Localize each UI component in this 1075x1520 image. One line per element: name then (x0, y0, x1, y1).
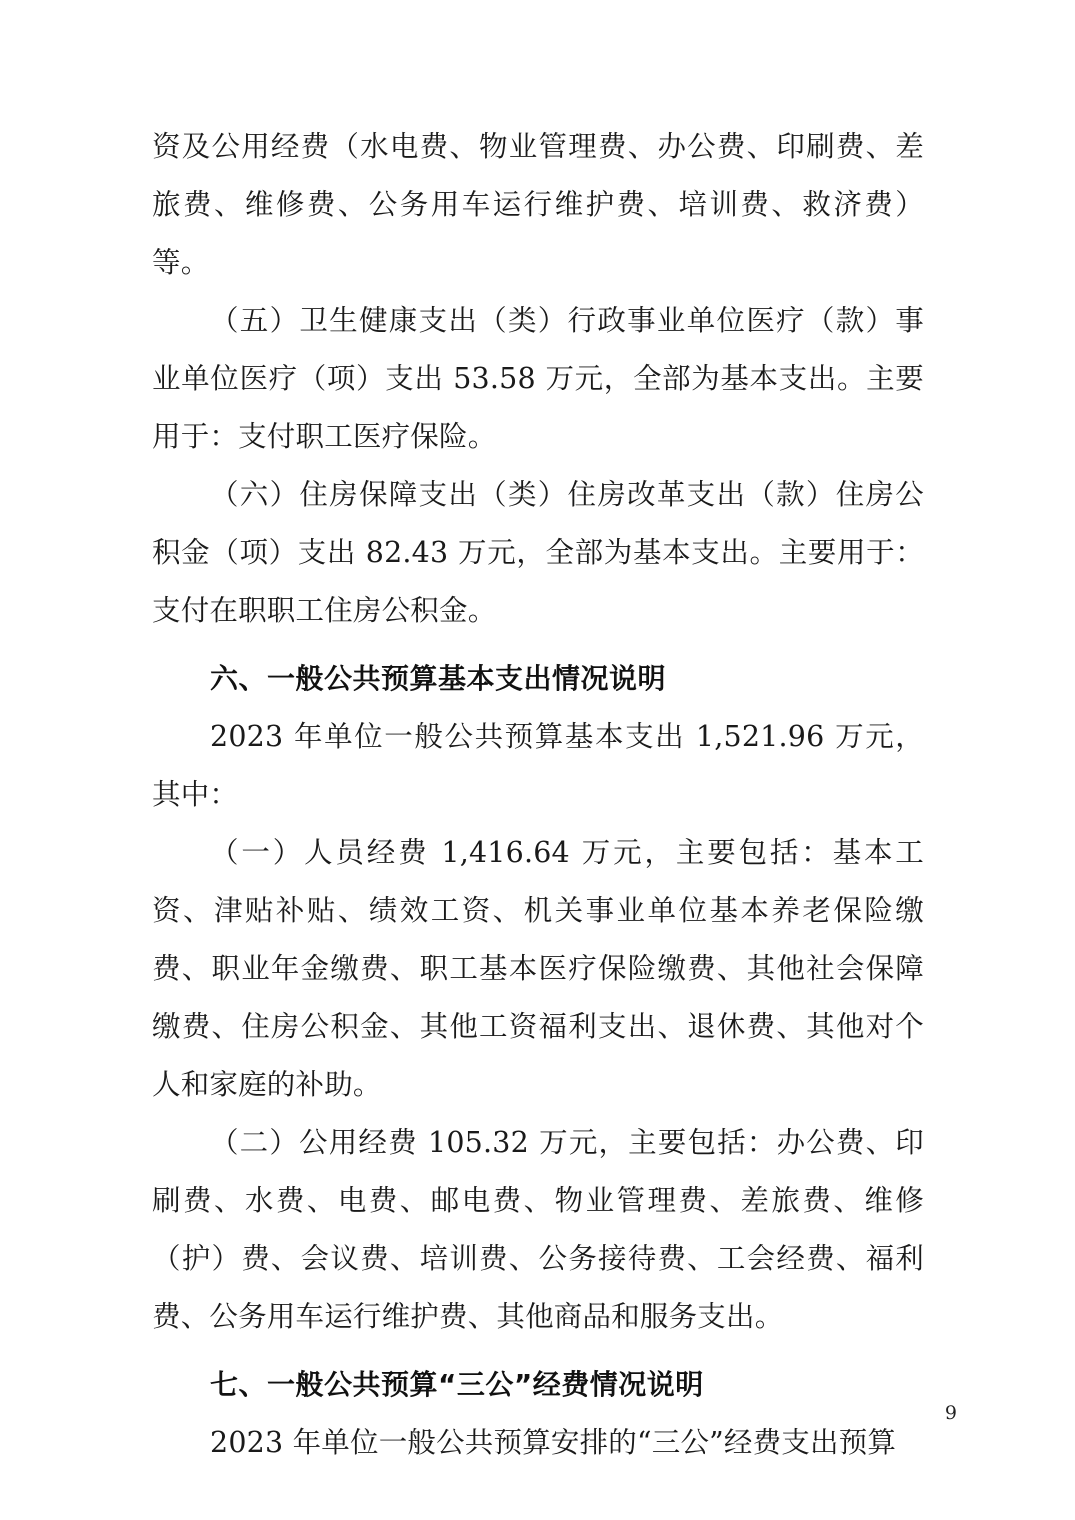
heading-section-seven: 七、一般公共预算“三公”经费情况说明 (210, 1368, 704, 1401)
paragraph-continued: 资及公用经费（水电费、物业管理费、办公费、印刷费、差旅费、维修费、公务用车运行维护费、培训费、救济费）等。 (152, 130, 924, 279)
heading-section-six: 六、一般公共预算基本支出情况说明 (210, 662, 667, 695)
spacer (152, 1346, 924, 1356)
page-number: 9 (944, 1402, 957, 1424)
page-content (152, 118, 924, 1472)
spacer (152, 640, 924, 650)
paragraph-section-six-item-one: （一）人员经费 1,416.64 万元，主要包括：基本工资、津贴补贴、绩效工资、机关事业单位基本养老保险缴费、职业年金缴费、职工基本医疗保险缴费、其他社会保障缴费、住房公积金、其他工资福利支出、退休费、其他对个人和家庭的补助。 (152, 836, 924, 1101)
paragraph-section-seven-intro: 2023 年单位一般公共预算安排的“三公”经费支出预算 (210, 1426, 897, 1459)
paragraph-item-six: （六）住房保障支出（类）住房改革支出（款）住房公积金（项）支出 82.43 万元，全部为基本支出。主要用于：支付在职职工住房公积金。 (152, 478, 924, 627)
paragraph-section-six-intro: 2023 年单位一般公共预算基本支出 1,521.96 万元，其中： (152, 720, 924, 811)
paragraph-section-six-item-two: （二）公用经费 105.32 万元，主要包括：办公费、印刷费、水费、电费、邮电费、物业管理费、差旅费、维修（护）费、会议费、培训费、公务接待费、工会经费、福利费、公务用车运行维护费、其他商品和服务支出。 (152, 1126, 924, 1333)
paragraph-item-five: （五）卫生健康支出（类）行政事业单位医疗（款）事业单位医疗（项）支出 53.58 万元，全部为基本支出。主要用于：支付职工医疗保险。 (152, 304, 924, 453)
